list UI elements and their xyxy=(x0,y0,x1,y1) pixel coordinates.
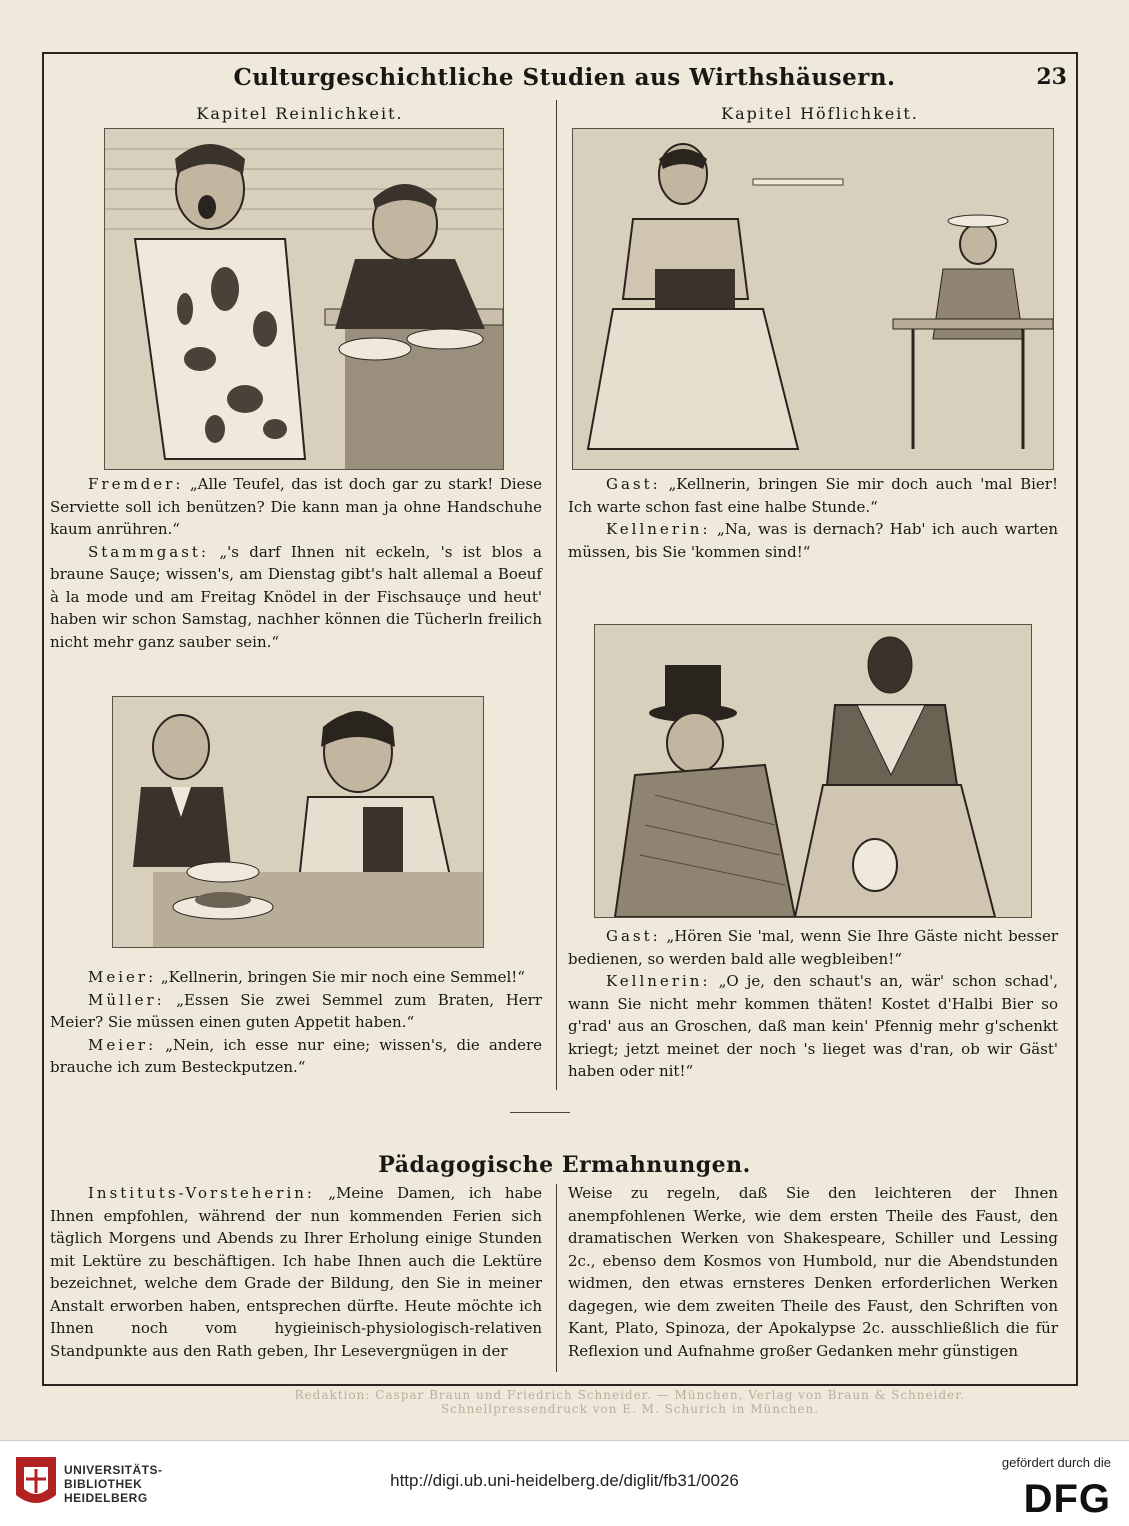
speaker-label: Fremder: xyxy=(88,475,184,493)
section-separator xyxy=(510,1112,570,1113)
dfg-logo: DFG xyxy=(1023,1477,1111,1521)
permalink-url[interactable]: http://digi.ub.uni-heidelberg.de/diglit/fb31/0026 xyxy=(390,1471,739,1490)
speaker-label: Kellnerin: xyxy=(606,972,711,990)
page-number: 23 xyxy=(1036,64,1067,90)
dialogue-text: „'s darf Ihnen nit eckeln, 's ist blos a braune Sauçe; wissen's, am Dienstag gibt's halt allemal a Boeuf à la mode und am Freitag Knödel in der Fischsauçe und heut' haben wir schon Samstag, nachher können die Tücherln freilich nicht mehr ganz sauber sein.“ xyxy=(50,542,542,651)
imprint-line: Redaktion: Caspar Braun und Friedrich Schneider. — München, Verlag von Braun & Schneider. xyxy=(294,1388,966,1402)
dialogue-text: „Kellnerin, bringen Sie mir noch eine Semmel!“ xyxy=(156,968,525,986)
illustration-diners-roll xyxy=(112,696,484,948)
chapter-heading-cleanliness: Kapitel Reinlichkeit. xyxy=(196,104,404,123)
speaker-label: Stammgast: xyxy=(88,542,210,561)
dialogue-text: „Alle Teufel, das ist doch gar zu stark! Diese Serviette soll ich benützen? Die kann man ja ohne Handschuhe kaum anrühren.“ xyxy=(50,475,542,538)
speaker-label: Gast: xyxy=(606,475,661,493)
section-title: Pädagogische Ermahnungen. xyxy=(378,1152,751,1178)
dialogue-text: „Meine Damen, ich habe Ihnen empfohlen, während der nun kommenden Ferien sich täglich Morgens und Abends zu Ihrer Erholung einige Stunden mit Lektüre zu beschäftigen. Ich habe Ihnen auch die Lektüre bezeichnet, welche dem Grade der Bildung, den Sie in meiner Anstalt erworben haben, entsprechen dürfte. Heute möchte ich Ihnen noch vom hygieinisch-physiologisch-relativen Standpunkte aus den Rath geben, Ihr Lesevergnügen in der xyxy=(50,1184,542,1360)
text-block-semmel xyxy=(50,966,542,1079)
text-block-pedagogy-left xyxy=(50,1182,542,1362)
university-line: BIBLIOTHEK xyxy=(64,1477,143,1491)
text-block-beer xyxy=(568,925,1058,1083)
illustration-guest-in-hat xyxy=(594,624,1032,918)
imprint-line: Schnellpressendruck von E. M. Schurich in München. xyxy=(440,1402,820,1416)
column-divider-lower xyxy=(556,1184,557,1372)
column-divider xyxy=(556,100,557,1090)
illustration-waitress-guest xyxy=(572,128,1054,470)
chapter-heading-politeness: Kapitel Höflichkeit. xyxy=(721,104,919,123)
body-text: Weise zu regeln, daß Sie den leichteren der Ihnen anempfohlenen Werke, wie dem ersten Theile des Faust, den dramatischen Werken von Shakespeare, Schiller und Lessing 2c., ebenso dem Kosmos von Humbold, nur die Abendstunden widmen, den etwas ernsteres Denken erforderlichen Werken dagegen, wie dem zweiten Theile des Faust, den Schriften von Kant, Plato, Spinoza, der Apokalypse 2c. ausschließlich die für Reflexion und Aufnahme großer Gedanken mehr günstigen xyxy=(568,1184,1058,1360)
speaker-label: Kellnerin: xyxy=(606,520,711,538)
speaker-label: Müller: xyxy=(88,990,165,1009)
speaker-label: Meier: xyxy=(88,968,157,986)
dialogue-text: „Nein, ich esse nur eine; wissen's, die andere brauche ich zum Besteckputzen.“ xyxy=(50,1035,542,1076)
printer-imprint xyxy=(280,1388,980,1416)
dialogue-text: „Hören Sie 'mal, wenn Sie Ihre Gäste nicht besser bedienen, so werden bald alle wegbleiben!“ xyxy=(568,927,1058,968)
speaker-label: Gast: xyxy=(606,927,661,945)
university-line: UNIVERSITÄTS- xyxy=(64,1463,163,1477)
funding-note: gefördert durch die xyxy=(1001,1455,1111,1470)
dialogue-text: „Na, was is dernach? Hab' ich auch warten müssen, bis Sie 'kommen sind!“ xyxy=(568,520,1058,561)
dialogue-text: „O je, den schaut's an, wär' schon schad', wann Sie nicht mehr kommen thäten! Kostet d'Halbi Bier so g'rad' aus an Groschen, daß man kein' Pfennig mehr g'schenkt kriegt; jetzt meinet der noch 's lieget was d'ran, ob wir Gäst' haben oder nit!“ xyxy=(568,972,1058,1080)
illustration-napkin xyxy=(104,128,504,470)
speaker-label: Meier: xyxy=(88,1035,157,1054)
page-header-title: Culturgeschichtliche Studien aus Wirthshäusern. xyxy=(233,64,896,91)
digitization-footer xyxy=(0,1440,1129,1526)
university-line: HEIDELBERG xyxy=(64,1491,148,1505)
text-block-cleanliness xyxy=(50,473,542,653)
dialogue-text: „Essen Sie zwei Semmel zum Braten, Herr Meier? Sie müssen einen guten Appetit haben.“ xyxy=(50,990,542,1031)
text-block-pedagogy-right xyxy=(568,1182,1058,1362)
speaker-label: Instituts-Vorsteherin: xyxy=(88,1184,315,1202)
text-block-politeness xyxy=(568,473,1058,563)
dialogue-text: „Kellnerin, bringen Sie mir doch auch 'mal Bier! Ich warte schon fast eine halbe Stunde.“ xyxy=(568,475,1058,516)
